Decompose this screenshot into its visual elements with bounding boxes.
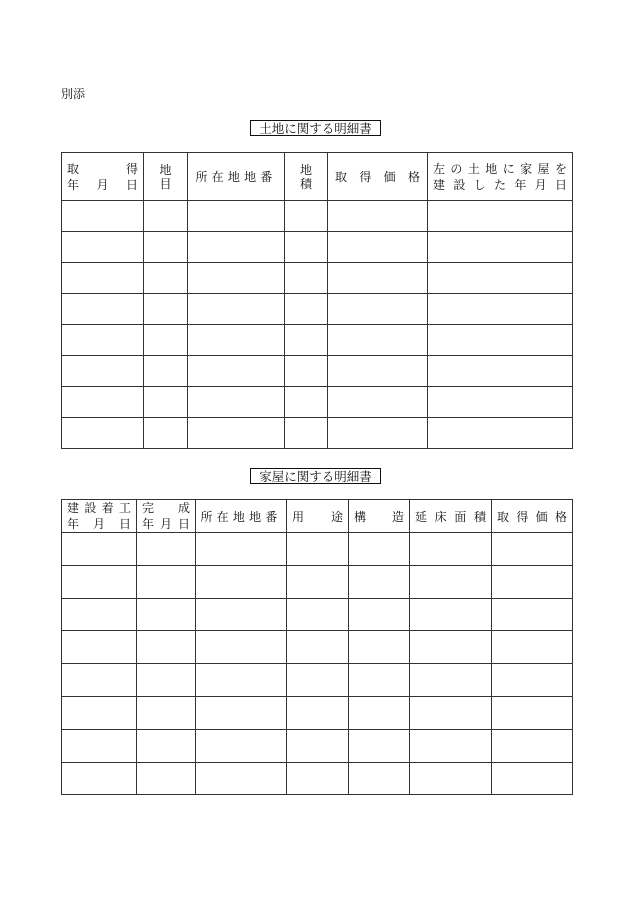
table-cell[interactable] (349, 664, 410, 697)
header-char: 年 (514, 177, 527, 192)
table-cell[interactable] (328, 325, 428, 356)
table-cell[interactable] (188, 294, 285, 325)
table-cell[interactable] (428, 418, 573, 449)
header-char: 月 (159, 517, 172, 531)
table-cell[interactable] (137, 565, 196, 598)
table-cell[interactable] (285, 232, 328, 263)
table-cell[interactable] (349, 565, 410, 598)
header-line (137, 500, 195, 516)
table-cell[interactable] (287, 598, 349, 631)
header-line (62, 161, 143, 177)
table-cell[interactable] (287, 631, 349, 664)
table-row (62, 664, 573, 697)
header-use (287, 500, 349, 533)
table-row (62, 533, 573, 566)
header-char: 日 (125, 177, 138, 192)
table-row (62, 356, 573, 387)
table-cell[interactable] (137, 729, 196, 762)
header-line (137, 516, 195, 532)
table-cell[interactable] (492, 598, 573, 631)
header-line (410, 508, 491, 525)
table-cell[interactable] (492, 762, 573, 795)
table-cell[interactable] (137, 696, 196, 729)
table-cell[interactable] (287, 729, 349, 762)
table-cell[interactable] (285, 294, 328, 325)
header-char: 造 (391, 509, 404, 524)
table-cell[interactable] (328, 232, 428, 263)
table-cell[interactable] (492, 729, 573, 762)
table-cell[interactable] (428, 294, 573, 325)
table-cell[interactable] (349, 598, 410, 631)
table-cell[interactable] (428, 263, 573, 294)
header-char: 途 (330, 509, 343, 524)
header-char: 成 (177, 501, 190, 515)
table-cell[interactable] (62, 387, 144, 418)
header-char: 得 (516, 509, 529, 524)
table-cell[interactable] (144, 263, 188, 294)
header-char: 月 (534, 177, 547, 192)
header-location (188, 153, 285, 201)
table-cell[interactable] (287, 664, 349, 697)
table-cell[interactable] (428, 232, 573, 263)
header-char: 地 (485, 161, 498, 176)
table-cell[interactable] (492, 533, 573, 566)
house-table-title: 家屋に関する明細書 (250, 468, 381, 484)
header-char: 得 (125, 161, 138, 176)
table-row (62, 294, 573, 325)
table-row (62, 387, 573, 418)
table-cell[interactable] (62, 325, 144, 356)
table-cell[interactable] (349, 762, 410, 795)
table-cell[interactable] (62, 418, 144, 449)
table-cell[interactable] (144, 232, 188, 263)
table-cell[interactable] (287, 533, 349, 566)
header-char: 設 (84, 501, 97, 515)
table-cell[interactable] (196, 664, 287, 697)
table-cell[interactable] (410, 696, 492, 729)
table-cell[interactable] (349, 729, 410, 762)
house-body (62, 533, 573, 795)
table-cell[interactable] (144, 294, 188, 325)
header-line (62, 500, 136, 516)
header-char: 日 (118, 517, 131, 531)
header-completion (137, 500, 196, 533)
table-cell[interactable] (349, 631, 410, 664)
header-char: 着 (101, 501, 114, 515)
table-cell[interactable] (62, 631, 137, 664)
table-row (62, 565, 573, 598)
header-char: を (554, 161, 567, 176)
table-cell[interactable] (62, 533, 137, 566)
header-char: 建 (67, 501, 80, 515)
table-cell[interactable] (328, 418, 428, 449)
land-table (61, 152, 573, 449)
table-cell[interactable] (285, 418, 328, 449)
header-char: 設 (453, 177, 466, 192)
header-price (492, 500, 573, 533)
header-area (285, 153, 328, 201)
table-cell[interactable] (328, 201, 428, 232)
header-char: 年 (67, 177, 80, 192)
header-char: 価 (383, 170, 396, 184)
table-cell[interactable] (410, 762, 492, 795)
header-char: 年 (142, 517, 155, 531)
header-line (287, 508, 348, 525)
table-cell[interactable] (137, 598, 196, 631)
table-cell[interactable] (428, 201, 573, 232)
table-cell[interactable] (285, 263, 328, 294)
table-cell[interactable] (62, 565, 137, 598)
header-structure (349, 500, 410, 533)
header-char: 土 (467, 161, 480, 176)
table-cell[interactable] (188, 418, 285, 449)
header-char: 月 (96, 177, 109, 192)
table-cell[interactable] (328, 356, 428, 387)
table-cell[interactable] (188, 356, 285, 387)
table-cell[interactable] (492, 696, 573, 729)
header-line (62, 516, 136, 532)
table-cell[interactable] (62, 201, 144, 232)
table-row (62, 696, 573, 729)
header-line (62, 177, 143, 193)
table-cell[interactable] (188, 201, 285, 232)
header-char: 取 (335, 170, 348, 184)
table-cell[interactable] (188, 232, 285, 263)
table-cell[interactable] (410, 664, 492, 697)
house-table (61, 499, 573, 795)
table-cell[interactable] (62, 729, 137, 762)
table-cell[interactable] (188, 387, 285, 418)
table-cell[interactable] (62, 263, 144, 294)
header-char: 格 (407, 170, 420, 184)
header-char: 完 (142, 501, 155, 515)
table-cell[interactable] (287, 696, 349, 729)
header-char: 左 (433, 161, 446, 176)
header-line (428, 177, 572, 193)
table-row (62, 263, 573, 294)
table-cell[interactable] (410, 631, 492, 664)
header-char: 地 (159, 162, 172, 177)
header-line (349, 508, 409, 525)
header-price (328, 153, 428, 201)
table-cell[interactable] (137, 631, 196, 664)
table-cell[interactable] (428, 387, 573, 418)
header-location (196, 500, 287, 533)
table-cell[interactable] (287, 762, 349, 795)
header-char: 得 (359, 170, 372, 184)
table-cell[interactable] (492, 664, 573, 697)
table-cell[interactable] (62, 356, 144, 387)
header-text: 所在地地番 (200, 509, 282, 524)
header-vertical (285, 163, 327, 191)
table-row (62, 325, 573, 356)
header-line (492, 508, 572, 525)
table-cell[interactable] (137, 533, 196, 566)
header-char: 用 (292, 509, 305, 524)
header-land-category (144, 153, 188, 201)
header-char: 取 (497, 509, 510, 524)
table-cell[interactable] (62, 232, 144, 263)
table-cell[interactable] (196, 598, 287, 631)
table-cell[interactable] (410, 533, 492, 566)
table-cell[interactable] (62, 696, 137, 729)
table-cell[interactable] (328, 263, 428, 294)
table-cell[interactable] (62, 598, 137, 631)
header-char: 積 (473, 509, 486, 524)
table-row (62, 598, 573, 631)
table-cell[interactable] (196, 565, 287, 598)
table-cell[interactable] (410, 729, 492, 762)
table-cell[interactable] (144, 325, 188, 356)
table-cell[interactable] (285, 201, 328, 232)
table-cell[interactable] (62, 294, 144, 325)
header-char: 価 (535, 509, 548, 524)
table-cell[interactable] (137, 762, 196, 795)
table-cell[interactable] (144, 387, 188, 418)
header-char: 工 (118, 501, 131, 515)
table-row (62, 762, 573, 795)
header-char: 構 (354, 509, 367, 524)
land-body (62, 201, 573, 449)
header-line (328, 168, 427, 185)
header-char: 日 (554, 177, 567, 192)
table-cell[interactable] (196, 696, 287, 729)
table-cell[interactable] (285, 356, 328, 387)
table-cell[interactable] (285, 325, 328, 356)
house-header-row (62, 500, 573, 533)
table-cell[interactable] (428, 325, 573, 356)
header-char: 屋 (537, 161, 550, 176)
table-cell[interactable] (196, 762, 287, 795)
table-cell[interactable] (349, 533, 410, 566)
table-row (62, 232, 573, 263)
header-acquired-date (62, 153, 144, 201)
land-header-row (62, 153, 573, 201)
header-char: 月 (92, 517, 105, 531)
header-char: 日 (177, 517, 190, 531)
header-char: 取 (67, 161, 80, 176)
header-char: 建 (433, 177, 446, 192)
header-line (428, 161, 572, 177)
table-cell[interactable] (188, 325, 285, 356)
table-cell[interactable] (62, 664, 137, 697)
header-char: 床 (434, 509, 447, 524)
table-cell[interactable] (428, 356, 573, 387)
table-row (62, 729, 573, 762)
table-cell[interactable] (410, 565, 492, 598)
table-row (62, 201, 573, 232)
table-row (62, 418, 573, 449)
header-built-date (428, 153, 573, 201)
header-char: 面 (454, 509, 467, 524)
header-floor-area (410, 500, 492, 533)
table-cell[interactable] (144, 201, 188, 232)
header-char: に (502, 161, 515, 176)
table-cell[interactable] (62, 762, 137, 795)
header-construction-start (62, 500, 137, 533)
header-char: 格 (554, 509, 567, 524)
attachment-label: 別添 (61, 87, 86, 101)
header-vertical (144, 163, 187, 191)
table-cell[interactable] (144, 418, 188, 449)
table-cell[interactable] (410, 598, 492, 631)
table-cell[interactable] (328, 294, 428, 325)
header-char: 延 (415, 509, 428, 524)
header-char: し (473, 177, 486, 192)
header-text: 所在地地番 (195, 170, 277, 184)
table-cell[interactable] (188, 263, 285, 294)
table-cell[interactable] (328, 387, 428, 418)
table-cell[interactable] (196, 631, 287, 664)
table-cell[interactable] (492, 631, 573, 664)
header-char: 積 (299, 176, 312, 191)
table-row (62, 631, 573, 664)
header-char: た (493, 177, 506, 192)
table-cell[interactable] (492, 565, 573, 598)
table-cell[interactable] (196, 533, 287, 566)
header-char: 地 (299, 162, 312, 177)
header-char: 家 (520, 161, 533, 176)
header-char: 年 (67, 517, 80, 531)
table-cell[interactable] (137, 664, 196, 697)
header-char: の (450, 161, 463, 176)
table-cell[interactable] (287, 565, 349, 598)
table-cell[interactable] (196, 729, 287, 762)
header-char: 目 (159, 176, 172, 191)
table-cell[interactable] (144, 356, 188, 387)
table-cell[interactable] (285, 387, 328, 418)
table-cell[interactable] (349, 696, 410, 729)
land-table-title: 土地に関する明細書 (250, 120, 381, 136)
